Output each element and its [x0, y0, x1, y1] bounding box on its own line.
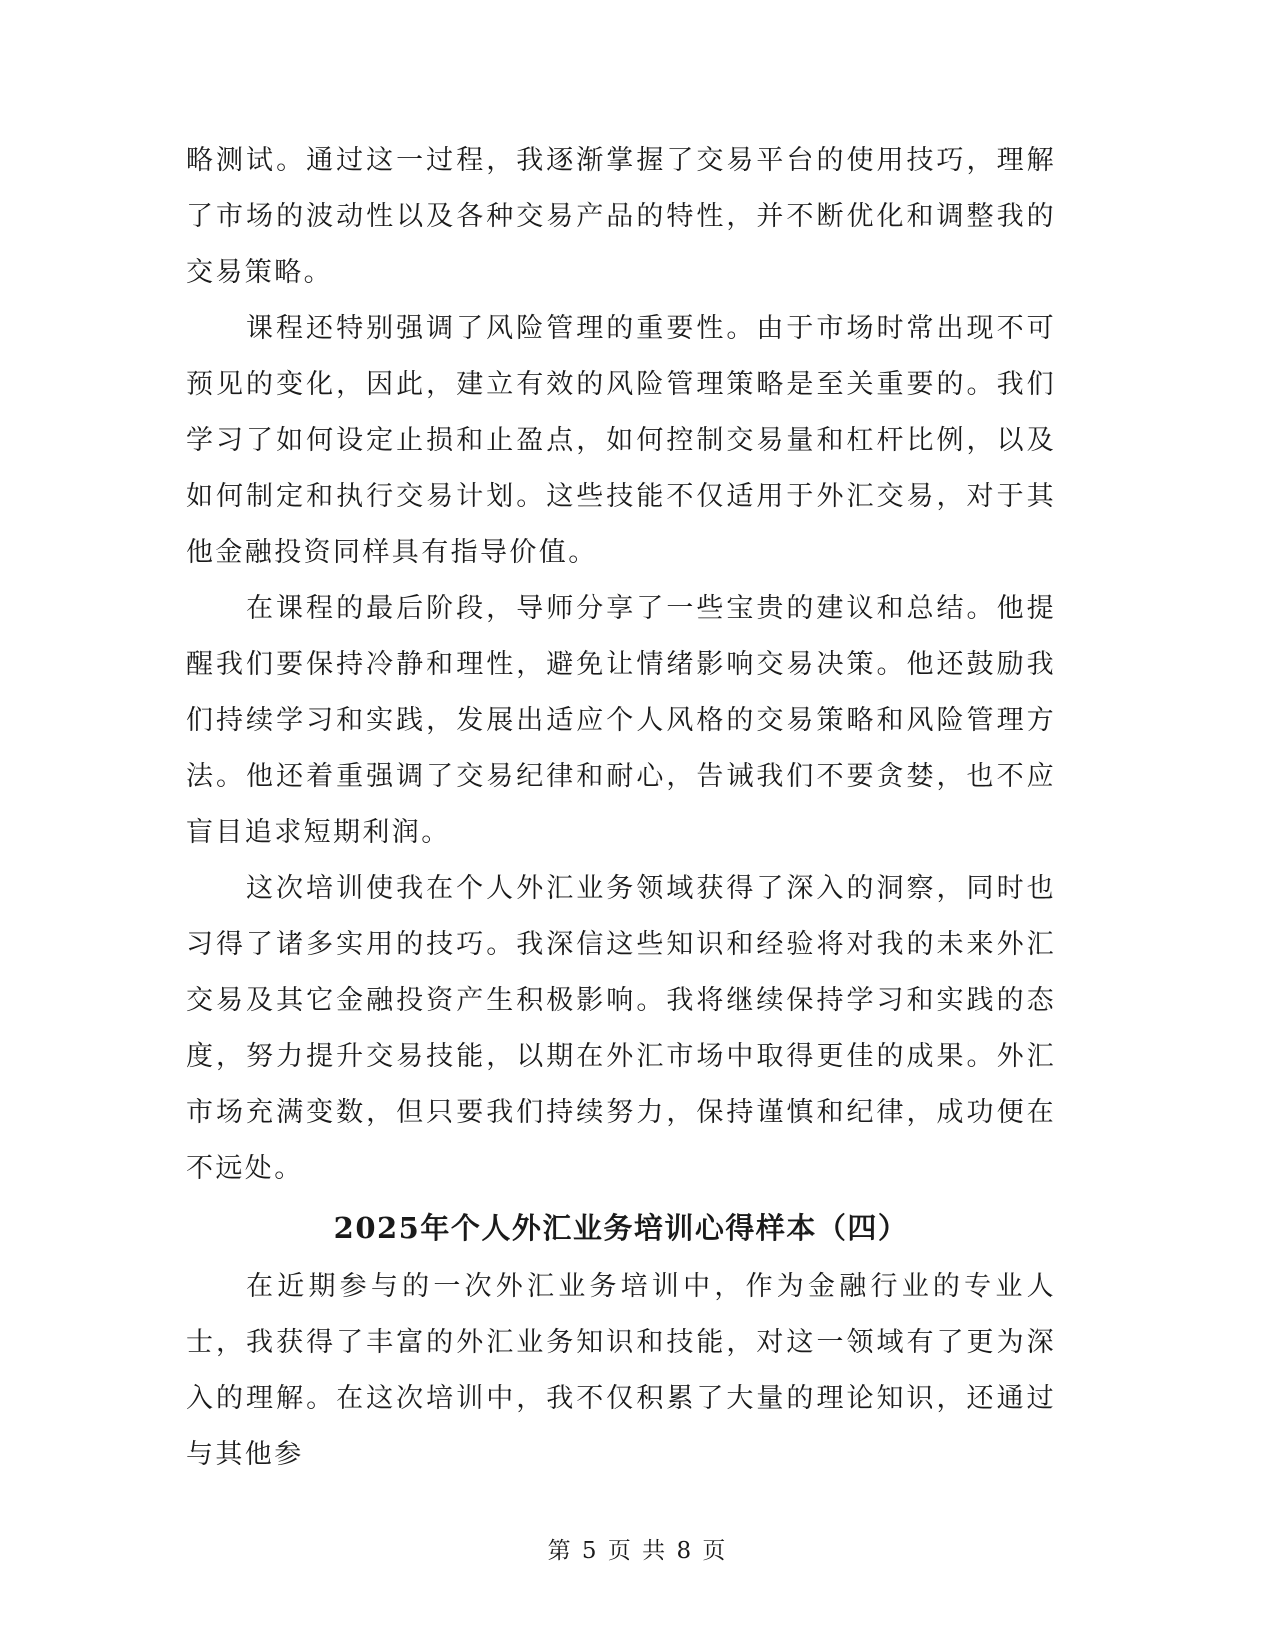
- paragraph-4: 这次培训使我在个人外汇业务领域获得了深入的洞察，同时也习得了诸多实用的技巧。我深信这些知识和经验将对我的未来外汇交易及其它金融投资产生积极影响。我将继续保持学习和实践的态度，努力提升交易技能，以期在外汇市场中取得更佳的成果。外汇市场充满变数，但只要我们持续努力，保持谨慎和纪律，成功便在不远处。: [186, 873, 1056, 1184]
- document-body: [186, 133, 1056, 1483]
- page-number-footer: 第 5 页 共 8 页: [547, 1538, 728, 1564]
- section-paragraph-1: 在近期参与的一次外汇业务培训中，作为金融行业的专业人士，我获得了丰富的外汇业务知识和技能，对这一领域有了更为深入的理解。在这次培训中，我不仅积累了大量的理论知识，还通过与其他参: [186, 1271, 1056, 1470]
- paragraph-1: 略测试。通过这一过程，我逐渐掌握了交易平台的使用技巧，理解了市场的波动性以及各种交易产品的特性，并不断优化和调整我的交易策略。: [186, 145, 1056, 288]
- paragraph-3: 在课程的最后阶段，导师分享了一些宝贵的建议和总结。他提醒我们要保持冷静和理性，避免让情绪影响交易决策。他还鼓励我们持续学习和实践，发展出适应个人风格的交易策略和风险管理方法。他还着重强调了交易纪律和耐心，告诫我们不要贪婪，也不应盲目追求短期利润。: [186, 593, 1056, 848]
- paragraph-2: 课程还特别强调了风险管理的重要性。由于市场时常出现不可预见的变化，因此，建立有效的风险管理策略是至关重要的。我们学习了如何设定止损和止盈点，如何控制交易量和杠杆比例，以及如何制定和执行交易计划。这些技能不仅适用于外汇交易，对于其他金融投资同样具有指导价值。: [186, 313, 1056, 568]
- section-heading: 2025年个人外汇业务培训心得样本（四）: [333, 1211, 909, 1245]
